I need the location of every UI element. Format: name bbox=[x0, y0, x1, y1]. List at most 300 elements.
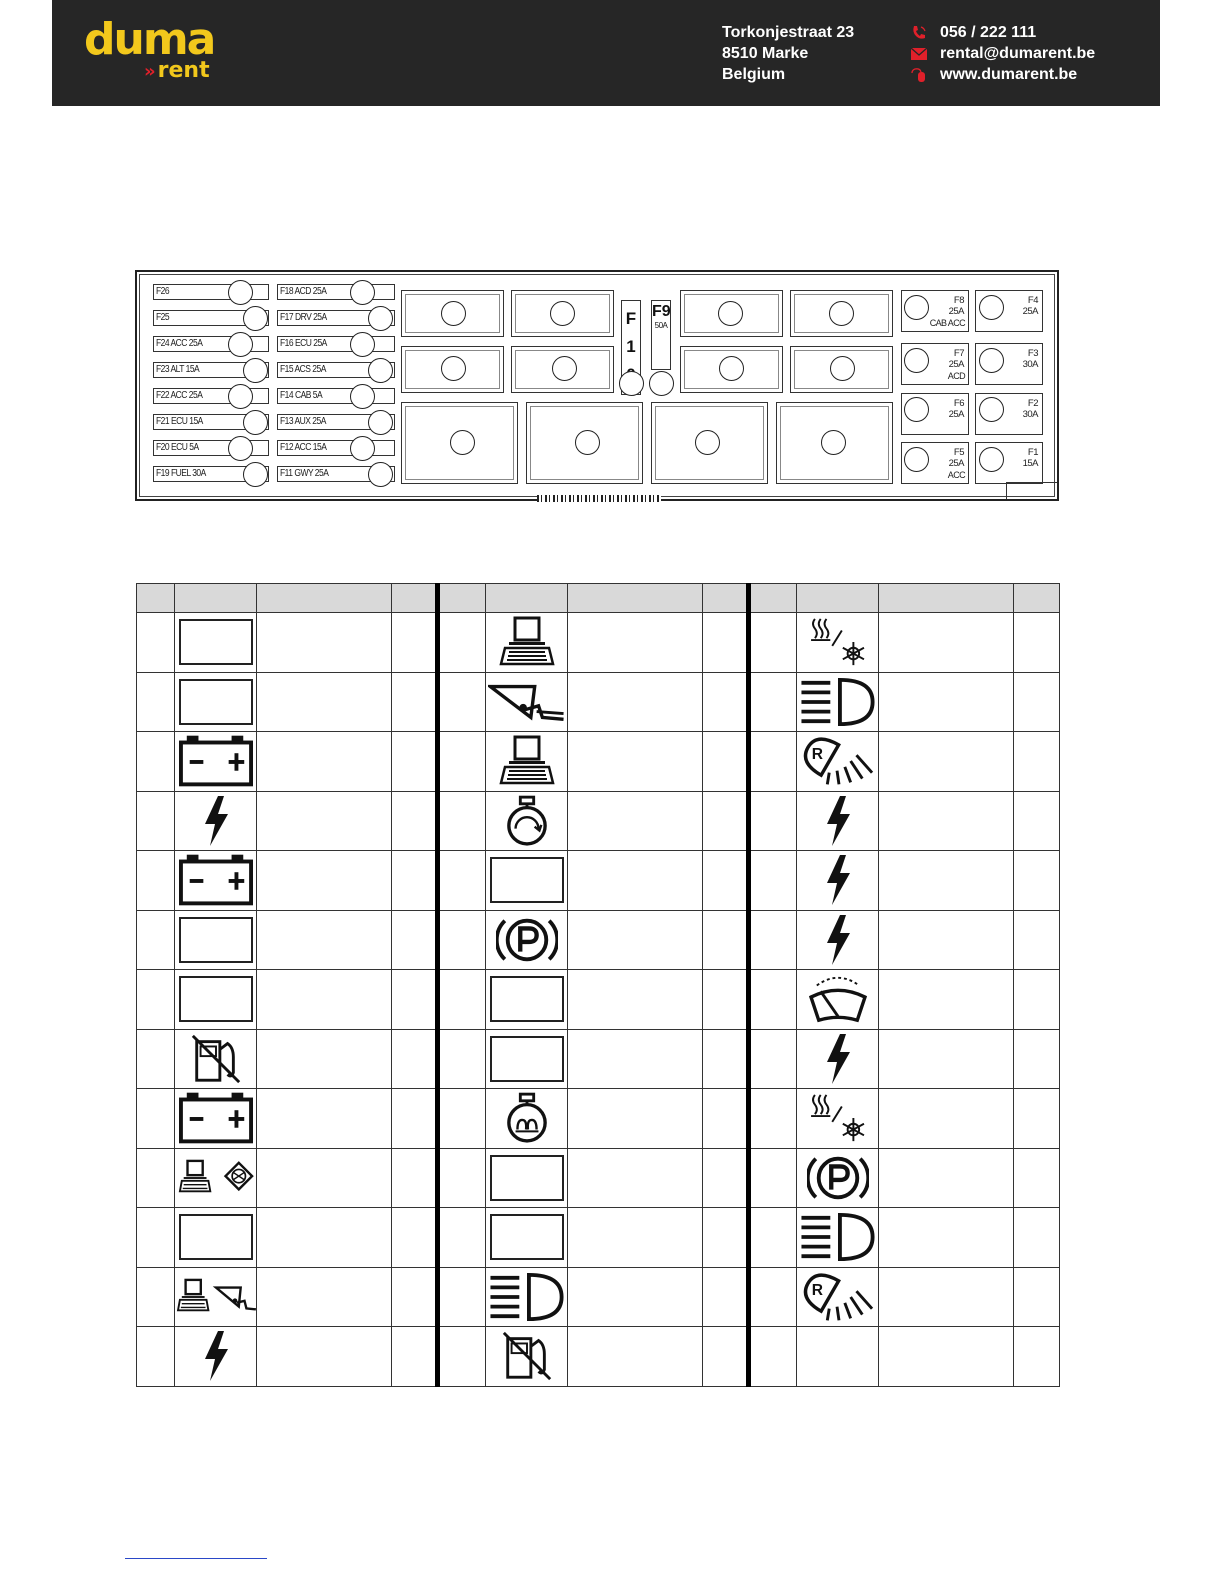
fuse-f13: F13 AUX 25A bbox=[277, 414, 395, 430]
fuse-number-cell bbox=[137, 1089, 175, 1149]
rating-cell bbox=[1013, 970, 1059, 1030]
battery-icon bbox=[179, 1092, 253, 1144]
address-city: 8510 Marke bbox=[722, 45, 809, 62]
contact-web[interactable] bbox=[910, 64, 1095, 85]
header-cell bbox=[437, 584, 485, 613]
mouse-icon bbox=[910, 68, 928, 82]
callout-circle bbox=[829, 301, 854, 326]
rating-cell bbox=[1013, 672, 1059, 732]
description-cell bbox=[257, 1327, 391, 1387]
description-cell bbox=[568, 1208, 702, 1268]
description-cell bbox=[879, 1148, 1013, 1208]
description-cell bbox=[879, 1267, 1013, 1327]
callout-circle bbox=[368, 462, 393, 487]
engine-rotation-icon bbox=[506, 795, 548, 847]
rating-cell bbox=[1013, 613, 1059, 673]
fuse-number-cell bbox=[437, 672, 485, 732]
fuse-f17: F17 DRV 25A bbox=[277, 310, 395, 326]
fuse-number-cell bbox=[748, 910, 796, 970]
rating-cell bbox=[1013, 1029, 1059, 1089]
fuse-number-cell bbox=[748, 613, 796, 673]
company-address bbox=[722, 22, 854, 85]
logo-duma: duma bbox=[84, 14, 215, 65]
rating-cell bbox=[702, 791, 748, 851]
symbol-cell bbox=[175, 910, 257, 970]
callout-circle bbox=[441, 356, 466, 381]
header-cell bbox=[137, 584, 175, 613]
description-cell bbox=[257, 910, 391, 970]
fuse-f26: F26 bbox=[153, 284, 269, 300]
rating-cell bbox=[391, 1208, 437, 1268]
email-address: rental@dumarent.be bbox=[940, 45, 1096, 62]
fuse-number-cell bbox=[748, 851, 796, 911]
rating-cell bbox=[391, 791, 437, 851]
logo-arrows-icon: » bbox=[144, 61, 156, 82]
fuse-f5: F5 25A ACC bbox=[901, 442, 969, 484]
symbol-cell bbox=[486, 1327, 568, 1387]
rating-cell bbox=[702, 1327, 748, 1387]
callout-circle bbox=[243, 358, 268, 383]
description-cell bbox=[879, 1089, 1013, 1149]
description-cell bbox=[568, 791, 702, 851]
fuse-box-diagram bbox=[135, 270, 1059, 501]
fuse-number-cell bbox=[748, 1148, 796, 1208]
computer-icon bbox=[499, 735, 555, 787]
description-cell bbox=[568, 1089, 702, 1149]
table-row bbox=[137, 851, 1060, 911]
fuse-f8: F8 25A CAB ACC bbox=[901, 290, 969, 332]
symbol-cell bbox=[486, 1029, 568, 1089]
reverse-light-icon bbox=[802, 1271, 874, 1323]
rating-cell bbox=[702, 970, 748, 1030]
header-cell bbox=[568, 584, 702, 613]
blank-symbol-box bbox=[179, 976, 253, 1022]
callout-circle bbox=[228, 436, 253, 461]
description-cell bbox=[879, 732, 1013, 792]
fuse-number-cell bbox=[137, 672, 175, 732]
callout-circle bbox=[368, 358, 393, 383]
rating-cell bbox=[391, 851, 437, 911]
callout-circle bbox=[979, 295, 1004, 320]
callout-circle bbox=[904, 447, 929, 472]
page-header bbox=[52, 0, 1160, 106]
blank-symbol-box bbox=[490, 857, 564, 903]
symbol-cell bbox=[486, 851, 568, 911]
fuse-f21: F21 ECU 15A bbox=[153, 414, 269, 430]
symbol-cell bbox=[797, 732, 879, 792]
description-cell bbox=[568, 1148, 702, 1208]
callout-circle bbox=[979, 397, 1004, 422]
callout-circle bbox=[619, 371, 644, 396]
fuse-number-cell bbox=[748, 732, 796, 792]
description-cell bbox=[568, 1327, 702, 1387]
fuse-f14: F14 CAB 5A bbox=[277, 388, 395, 404]
table-row bbox=[137, 791, 1060, 851]
fuse-number-cell bbox=[748, 1029, 796, 1089]
table-row bbox=[137, 1148, 1060, 1208]
fuse-number-cell bbox=[748, 672, 796, 732]
fuse-number-cell bbox=[437, 1148, 485, 1208]
fuse-f10: F 1 bbox=[621, 300, 641, 395]
table-header-row bbox=[137, 584, 1060, 613]
fuse-f22: F22 ACC 25A bbox=[153, 388, 269, 404]
callout-circle bbox=[368, 306, 393, 331]
fuse-number-cell bbox=[748, 1089, 796, 1149]
blank-symbol-box bbox=[179, 917, 253, 963]
callout-circle bbox=[719, 356, 744, 381]
description-cell bbox=[257, 791, 391, 851]
lightning-icon bbox=[823, 1034, 853, 1084]
fuse-number-cell bbox=[137, 1208, 175, 1268]
symbol-cell bbox=[797, 791, 879, 851]
glow-plug-icon bbox=[506, 1092, 548, 1144]
symbol-cell bbox=[486, 970, 568, 1030]
symbol-cell bbox=[486, 910, 568, 970]
parking-brake-icon bbox=[807, 1151, 869, 1205]
symbol-cell bbox=[175, 613, 257, 673]
symbol-cell bbox=[797, 851, 879, 911]
fuse-number-cell bbox=[437, 970, 485, 1030]
symbol-cell bbox=[797, 613, 879, 673]
header-cell bbox=[1013, 584, 1059, 613]
symbol-cell bbox=[797, 1267, 879, 1327]
fuse-table bbox=[136, 583, 1060, 1387]
symbol-cell bbox=[175, 1029, 257, 1089]
callout-circle bbox=[695, 430, 720, 455]
symbol-cell bbox=[797, 1089, 879, 1149]
battery-icon bbox=[179, 854, 253, 906]
description-cell bbox=[257, 1089, 391, 1149]
description-cell bbox=[568, 1267, 702, 1327]
bucket-icon bbox=[488, 677, 566, 727]
rating-cell bbox=[391, 1327, 437, 1387]
lightning-icon bbox=[201, 796, 231, 846]
fuse-number-cell bbox=[437, 1267, 485, 1327]
symbol-cell bbox=[175, 1327, 257, 1387]
blank-symbol-box bbox=[179, 619, 253, 665]
fuse-number-cell bbox=[137, 1327, 175, 1387]
callout-circle bbox=[821, 430, 846, 455]
callout-circle bbox=[441, 301, 466, 326]
heat-cool-icon bbox=[809, 1093, 867, 1143]
description-cell bbox=[257, 1148, 391, 1208]
description-cell bbox=[568, 613, 702, 673]
description-cell bbox=[568, 732, 702, 792]
symbol-cell bbox=[175, 1148, 257, 1208]
table-row bbox=[137, 732, 1060, 792]
description-cell bbox=[257, 1208, 391, 1268]
rating-cell bbox=[391, 672, 437, 732]
symbol-cell bbox=[486, 732, 568, 792]
callout-circle bbox=[350, 384, 375, 409]
callout-circle bbox=[575, 430, 600, 455]
description-cell bbox=[257, 1267, 391, 1327]
computer-icon bbox=[499, 616, 555, 668]
symbol-cell bbox=[486, 791, 568, 851]
fuse-number-cell bbox=[748, 1327, 796, 1387]
reverse-light-icon bbox=[802, 735, 874, 787]
callout-circle bbox=[350, 436, 375, 461]
description-cell bbox=[568, 1029, 702, 1089]
description-cell bbox=[568, 851, 702, 911]
callout-circle bbox=[243, 410, 268, 435]
phone-icon bbox=[910, 26, 928, 40]
rating-cell bbox=[391, 1029, 437, 1089]
rating-cell bbox=[702, 672, 748, 732]
lightning-icon bbox=[823, 796, 853, 846]
rating-cell bbox=[1013, 1327, 1059, 1387]
symbol-cell bbox=[486, 613, 568, 673]
description-cell bbox=[257, 970, 391, 1030]
callout-circle bbox=[450, 430, 475, 455]
callout-circle bbox=[368, 410, 393, 435]
fuse-number-cell bbox=[748, 1208, 796, 1268]
rating-cell bbox=[702, 1029, 748, 1089]
symbol-cell bbox=[175, 791, 257, 851]
callout-circle bbox=[904, 348, 929, 373]
symbol-cell bbox=[175, 851, 257, 911]
symbol-cell bbox=[175, 1208, 257, 1268]
fuse-number-cell bbox=[437, 1208, 485, 1268]
table-row bbox=[137, 1029, 1060, 1089]
fuse-f9: F9 50A bbox=[651, 300, 671, 370]
rating-cell bbox=[1013, 1148, 1059, 1208]
rating-cell bbox=[391, 910, 437, 970]
header-cell bbox=[879, 584, 1013, 613]
symbol-cell bbox=[797, 1148, 879, 1208]
fuse-number-cell bbox=[437, 1089, 485, 1149]
symbol-cell bbox=[175, 1267, 257, 1327]
table-row bbox=[137, 910, 1060, 970]
fuse-number-cell bbox=[137, 1029, 175, 1089]
rating-cell bbox=[702, 613, 748, 673]
phone-number: 056 / 222 111 bbox=[940, 24, 1037, 41]
fuse-f18: F18 ACD 25A bbox=[277, 284, 395, 300]
symbol-cell bbox=[797, 1327, 879, 1387]
table-row bbox=[137, 1208, 1060, 1268]
callout-circle bbox=[550, 301, 575, 326]
callout-circle bbox=[718, 301, 743, 326]
symbol-cell bbox=[797, 910, 879, 970]
description-cell bbox=[879, 851, 1013, 911]
table-row bbox=[137, 1327, 1060, 1387]
callout-circle bbox=[243, 306, 268, 331]
address-street: Torkonjestraat 23 bbox=[722, 24, 855, 41]
rating-cell bbox=[702, 851, 748, 911]
table-row bbox=[137, 613, 1060, 673]
callout-circle bbox=[243, 462, 268, 487]
blank-symbol-box bbox=[490, 1155, 564, 1201]
description-cell bbox=[879, 910, 1013, 970]
description-cell bbox=[257, 732, 391, 792]
table-row bbox=[137, 672, 1060, 732]
rating-cell bbox=[1013, 851, 1059, 911]
callout-circle bbox=[552, 356, 577, 381]
callout-circle bbox=[904, 295, 929, 320]
callout-circle bbox=[228, 280, 253, 305]
description-cell bbox=[879, 1029, 1013, 1089]
fuse-f16: F16 ECU 25A bbox=[277, 336, 395, 352]
lightning-icon bbox=[823, 855, 853, 905]
rating-cell bbox=[702, 1267, 748, 1327]
table-row bbox=[137, 1089, 1060, 1149]
fuse-f7: F7 25A ACD bbox=[901, 343, 969, 385]
header-cell bbox=[702, 584, 748, 613]
no-fuel-icon bbox=[500, 1330, 554, 1382]
symbol-cell bbox=[175, 1089, 257, 1149]
header-cell bbox=[257, 584, 391, 613]
header-cell bbox=[391, 584, 437, 613]
rating-cell bbox=[702, 732, 748, 792]
blank-symbol-box bbox=[179, 1214, 253, 1260]
fuse-f3: F3 30A bbox=[975, 343, 1043, 385]
description-cell bbox=[879, 613, 1013, 673]
rating-cell bbox=[1013, 791, 1059, 851]
fuse-number-cell bbox=[748, 970, 796, 1030]
header-cell bbox=[175, 584, 257, 613]
fuse-number-cell bbox=[437, 910, 485, 970]
fuse-f4: F4 25A bbox=[975, 290, 1043, 332]
fuse-number-cell bbox=[437, 1029, 485, 1089]
rating-cell bbox=[1013, 1208, 1059, 1268]
callout-circle bbox=[979, 447, 1004, 472]
fuse-number-cell bbox=[137, 1267, 175, 1327]
corner-tab bbox=[1006, 482, 1057, 499]
website: www.dumarent.be bbox=[940, 66, 1078, 83]
blank-symbol-box bbox=[179, 679, 253, 725]
rating-cell bbox=[702, 910, 748, 970]
rating-cell bbox=[1013, 1267, 1059, 1327]
symbol-cell bbox=[797, 1029, 879, 1089]
table-row bbox=[137, 1267, 1060, 1327]
blank-symbol-box bbox=[490, 1036, 564, 1082]
fuse-f15: F15 ACS 25A bbox=[277, 362, 395, 378]
address-country: Belgium bbox=[722, 66, 786, 83]
logo-rent bbox=[144, 60, 210, 82]
callout-circle bbox=[649, 371, 674, 396]
description-cell bbox=[879, 672, 1013, 732]
header-cell bbox=[748, 584, 796, 613]
callout-circle bbox=[830, 356, 855, 381]
rating-cell bbox=[702, 1208, 748, 1268]
computer-fan-icon bbox=[177, 1159, 255, 1197]
battery-icon bbox=[179, 735, 253, 787]
rating-cell bbox=[702, 1089, 748, 1149]
rating-cell bbox=[391, 1267, 437, 1327]
fuse-f23: F23 ALT 15A bbox=[153, 362, 269, 378]
symbol-cell bbox=[175, 672, 257, 732]
symbol-cell bbox=[486, 1089, 568, 1149]
fuse-number-cell bbox=[437, 732, 485, 792]
fuse-f2: F2 30A bbox=[975, 393, 1043, 435]
rating-cell bbox=[1013, 910, 1059, 970]
no-fuel-icon bbox=[189, 1033, 243, 1085]
mail-icon bbox=[910, 47, 928, 61]
symbol-cell bbox=[175, 970, 257, 1030]
symbol-cell bbox=[797, 970, 879, 1030]
logo-rent-text: rent bbox=[157, 58, 210, 83]
rating-cell bbox=[1013, 732, 1059, 792]
heat-cool-icon bbox=[809, 617, 867, 667]
lightning-icon bbox=[201, 1331, 231, 1381]
fuse-f24: F24 ACC 25A bbox=[153, 336, 269, 352]
symbol-cell bbox=[797, 1208, 879, 1268]
headlight-icon bbox=[799, 1212, 877, 1262]
fuse-number-cell bbox=[137, 791, 175, 851]
rating-cell bbox=[391, 732, 437, 792]
description-cell bbox=[879, 791, 1013, 851]
contact-email[interactable] bbox=[910, 43, 1095, 64]
wiper-icon bbox=[807, 972, 869, 1026]
fuse-number-cell bbox=[137, 970, 175, 1030]
callout-circle bbox=[228, 332, 253, 357]
rating-cell bbox=[1013, 1089, 1059, 1149]
description-cell bbox=[257, 613, 391, 673]
description-cell bbox=[568, 970, 702, 1030]
barcode-strip bbox=[537, 495, 661, 502]
blank-symbol-box bbox=[490, 976, 564, 1022]
symbol-cell bbox=[175, 732, 257, 792]
fuse-number-cell bbox=[137, 732, 175, 792]
symbol-cell bbox=[486, 1148, 568, 1208]
description-cell bbox=[257, 1029, 391, 1089]
fuse-f11: F11 GWY 25A bbox=[277, 466, 395, 482]
fuse-f20: F20 ECU 5A bbox=[153, 440, 269, 456]
fuse-f12: F12 ACC 15A bbox=[277, 440, 395, 456]
callout-circle bbox=[350, 280, 375, 305]
symbol-cell bbox=[486, 672, 568, 732]
description-cell bbox=[568, 672, 702, 732]
fuse-f1: F1 15A bbox=[975, 442, 1043, 484]
contact-phone[interactable] bbox=[910, 22, 1095, 43]
fuse-number-cell bbox=[437, 791, 485, 851]
fuse-number-cell bbox=[137, 851, 175, 911]
fuse-number-cell bbox=[748, 1267, 796, 1327]
description-cell bbox=[879, 1208, 1013, 1268]
symbol-cell bbox=[486, 1208, 568, 1268]
headlight-icon bbox=[488, 1272, 566, 1322]
fuse-f19: F19 FUEL 30A bbox=[153, 466, 269, 482]
contact-info bbox=[910, 22, 1095, 85]
callout-circle bbox=[350, 332, 375, 357]
symbol-cell bbox=[486, 1267, 568, 1327]
fuse-f25: F25 bbox=[153, 310, 269, 326]
description-cell bbox=[879, 970, 1013, 1030]
rating-cell bbox=[391, 613, 437, 673]
lightning-icon bbox=[823, 915, 853, 965]
headlight-icon bbox=[799, 677, 877, 727]
fuse-number-cell bbox=[137, 910, 175, 970]
description-cell bbox=[257, 672, 391, 732]
callout-circle bbox=[904, 397, 929, 422]
description-cell bbox=[568, 910, 702, 970]
parking-brake-icon bbox=[496, 913, 558, 967]
fuse-number-cell bbox=[437, 851, 485, 911]
rating-cell bbox=[391, 970, 437, 1030]
description-cell bbox=[879, 1327, 1013, 1387]
computer-bucket-icon bbox=[175, 1278, 257, 1316]
symbol-cell bbox=[797, 672, 879, 732]
fuse-f6: F6 25A bbox=[901, 393, 969, 435]
fuse-number-cell bbox=[437, 613, 485, 673]
callout-circle bbox=[228, 384, 253, 409]
rating-cell bbox=[391, 1148, 437, 1208]
table-row bbox=[137, 970, 1060, 1030]
fuse-number-cell bbox=[137, 1148, 175, 1208]
callout-circle bbox=[979, 348, 1004, 373]
rating-cell bbox=[391, 1089, 437, 1149]
rating-cell bbox=[702, 1148, 748, 1208]
